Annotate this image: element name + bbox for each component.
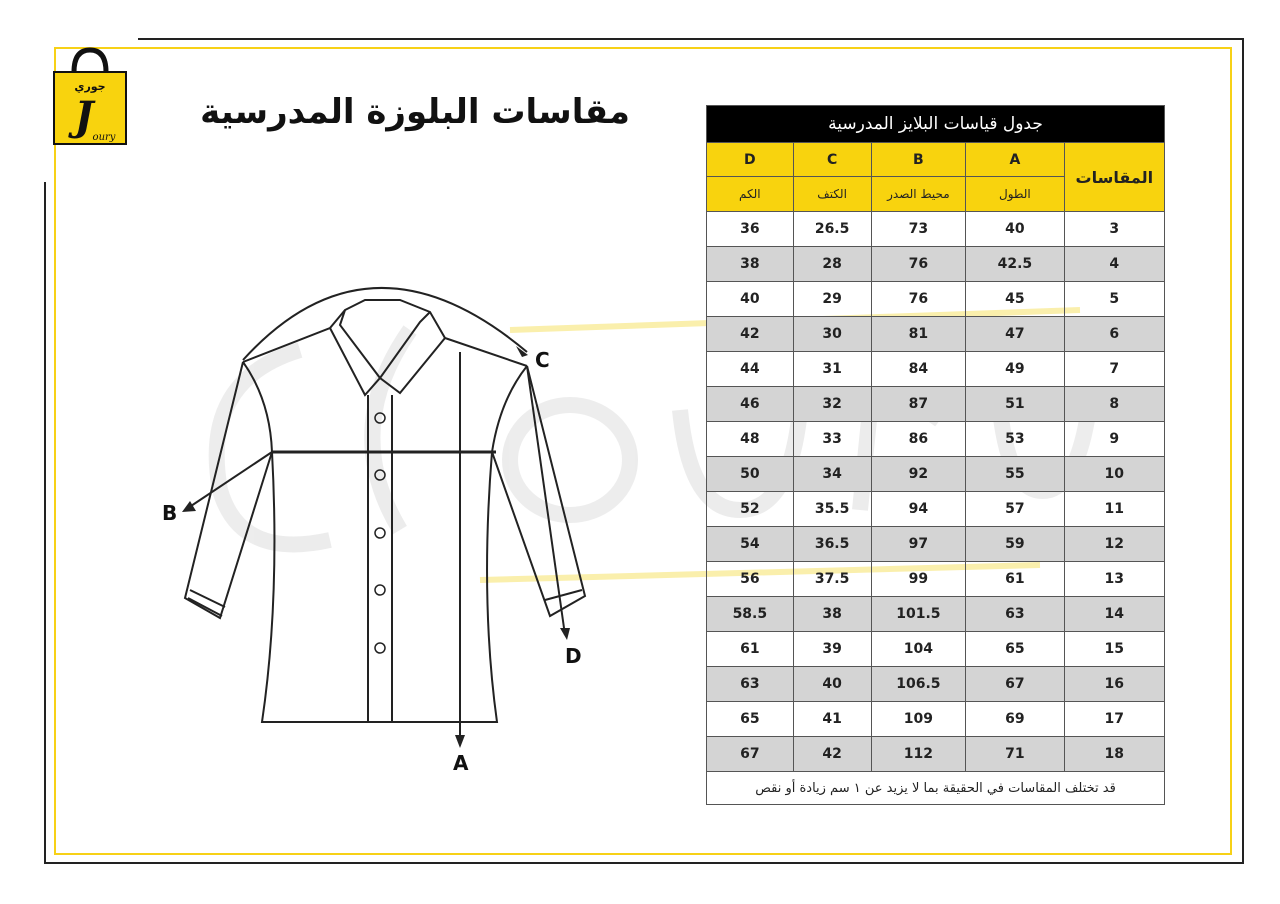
size-table <box>706 105 1165 805</box>
cell-d: 58.5 <box>707 597 794 632</box>
cell-c: 26.5 <box>793 212 871 247</box>
cell-d: 67 <box>707 737 794 772</box>
cell-b: 97 <box>871 527 966 562</box>
cell-a: 49 <box>966 352 1064 387</box>
cell-size: 10 <box>1064 457 1164 492</box>
cell-b: 104 <box>871 632 966 667</box>
cell-size: 8 <box>1064 387 1164 422</box>
table-row <box>707 737 1165 772</box>
cell-b: 76 <box>871 282 966 317</box>
cell-size: 7 <box>1064 352 1164 387</box>
cell-a: 71 <box>966 737 1064 772</box>
cell-a: 55 <box>966 457 1064 492</box>
label-c: C <box>535 348 550 372</box>
cell-a: 69 <box>966 702 1064 737</box>
cell-d: 52 <box>707 492 794 527</box>
label-a: A <box>453 751 469 775</box>
svg-text:J: J <box>74 93 94 140</box>
table-row <box>707 422 1165 457</box>
cell-c: 39 <box>793 632 871 667</box>
table-row <box>707 562 1165 597</box>
blouse-diagram <box>150 280 610 780</box>
table-row <box>707 597 1165 632</box>
cell-size: 14 <box>1064 597 1164 632</box>
table-row <box>707 317 1165 352</box>
cell-c: 31 <box>793 352 871 387</box>
col-letter-b: B <box>871 143 966 177</box>
cell-size: 6 <box>1064 317 1164 352</box>
joury-logo <box>44 42 136 150</box>
table-row <box>707 212 1165 247</box>
cell-size: 15 <box>1064 632 1164 667</box>
cell-b: 92 <box>871 457 966 492</box>
cell-a: 61 <box>966 562 1064 597</box>
col-letter-d: D <box>707 143 794 177</box>
cell-size: 17 <box>1064 702 1164 737</box>
table-row <box>707 282 1165 317</box>
cell-c: 37.5 <box>793 562 871 597</box>
cell-c: 33 <box>793 422 871 457</box>
cell-size: 4 <box>1064 247 1164 282</box>
cell-d: 56 <box>707 562 794 597</box>
cell-size: 12 <box>1064 527 1164 562</box>
cell-b: 101.5 <box>871 597 966 632</box>
cell-c: 40 <box>793 667 871 702</box>
page-title: مقاسات البلوزة المدرسية <box>200 92 630 132</box>
cell-a: 57 <box>966 492 1064 527</box>
table-row <box>707 247 1165 282</box>
cell-size: 13 <box>1064 562 1164 597</box>
cell-d: 38 <box>707 247 794 282</box>
cell-d: 46 <box>707 387 794 422</box>
col-letter-a: A <box>966 143 1064 177</box>
table-row <box>707 387 1165 422</box>
cell-b: 99 <box>871 562 966 597</box>
size-header: المقاسات <box>1064 143 1164 212</box>
cell-c: 38 <box>793 597 871 632</box>
table-title: جدول قياسات البلايز المدرسية <box>707 106 1165 143</box>
shoulder-arc <box>243 288 527 360</box>
col-label-b: محيط الصدر <box>871 177 966 212</box>
table-row <box>707 352 1165 387</box>
table-row <box>707 632 1165 667</box>
cell-b: 86 <box>871 422 966 457</box>
cell-d: 48 <box>707 422 794 457</box>
cell-a: 67 <box>966 667 1064 702</box>
cell-a: 65 <box>966 632 1064 667</box>
cell-c: 32 <box>793 387 871 422</box>
cell-b: 84 <box>871 352 966 387</box>
cell-c: 30 <box>793 317 871 352</box>
cell-a: 42.5 <box>966 247 1064 282</box>
cell-d: 61 <box>707 632 794 667</box>
cell-d: 36 <box>707 212 794 247</box>
cell-c: 41 <box>793 702 871 737</box>
svg-text:oury: oury <box>92 132 116 143</box>
cell-size: 11 <box>1064 492 1164 527</box>
cell-b: 73 <box>871 212 966 247</box>
table-row <box>707 667 1165 702</box>
cell-d: 65 <box>707 702 794 737</box>
cell-b: 87 <box>871 387 966 422</box>
cell-size: 18 <box>1064 737 1164 772</box>
cell-a: 53 <box>966 422 1064 457</box>
cell-d: 44 <box>707 352 794 387</box>
cell-b: 112 <box>871 737 966 772</box>
logo-arabic-text: جوري <box>74 80 106 93</box>
cell-c: 35.5 <box>793 492 871 527</box>
cell-b: 109 <box>871 702 966 737</box>
cell-size: 16 <box>1064 667 1164 702</box>
cell-a: 45 <box>966 282 1064 317</box>
cell-b: 106.5 <box>871 667 966 702</box>
cell-a: 59 <box>966 527 1064 562</box>
cell-size: 3 <box>1064 212 1164 247</box>
table-row <box>707 492 1165 527</box>
label-b: B <box>162 501 178 525</box>
cell-c: 42 <box>793 737 871 772</box>
cell-d: 40 <box>707 282 794 317</box>
label-d: D <box>565 644 582 668</box>
cell-b: 81 <box>871 317 966 352</box>
cell-c: 28 <box>793 247 871 282</box>
col-label-d: الكم <box>707 177 794 212</box>
cell-d: 50 <box>707 457 794 492</box>
table-note: قد تختلف المقاسات في الحقيقة بما لا يزيد عن ١ سم زيادة أو نقص <box>707 772 1165 805</box>
cell-a: 40 <box>966 212 1064 247</box>
cell-d: 54 <box>707 527 794 562</box>
col-label-a: الطول <box>966 177 1064 212</box>
cell-c: 36.5 <box>793 527 871 562</box>
col-label-c: الكتف <box>793 177 871 212</box>
cell-d: 42 <box>707 317 794 352</box>
table-row <box>707 457 1165 492</box>
cell-c: 29 <box>793 282 871 317</box>
cell-size: 5 <box>1064 282 1164 317</box>
table-row <box>707 527 1165 562</box>
cell-a: 47 <box>966 317 1064 352</box>
cell-b: 94 <box>871 492 966 527</box>
cell-c: 34 <box>793 457 871 492</box>
col-letter-c: C <box>793 143 871 177</box>
cell-d: 63 <box>707 667 794 702</box>
cell-size: 9 <box>1064 422 1164 457</box>
cell-a: 63 <box>966 597 1064 632</box>
cell-b: 76 <box>871 247 966 282</box>
cell-a: 51 <box>966 387 1064 422</box>
table-row <box>707 702 1165 737</box>
